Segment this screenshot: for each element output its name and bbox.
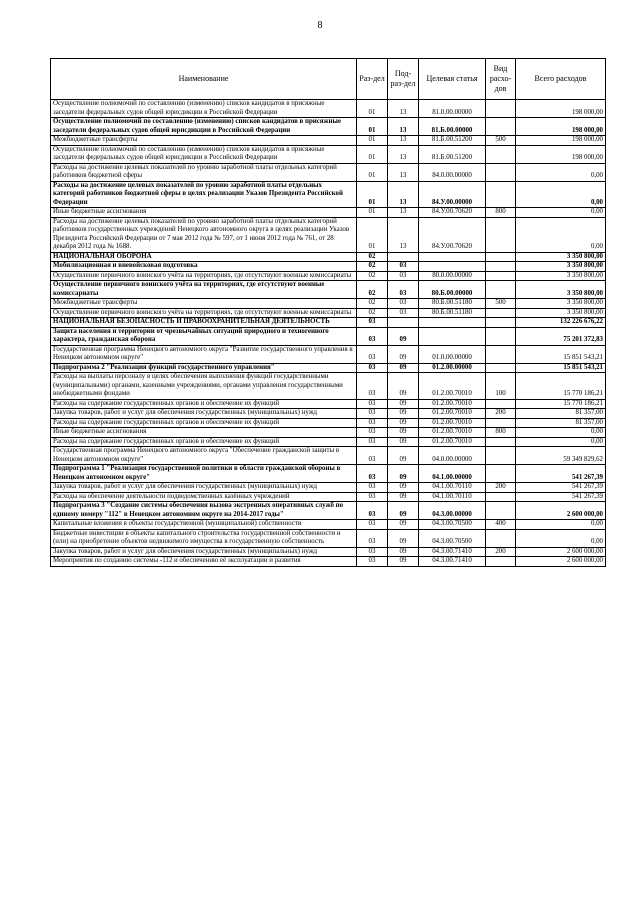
- row-expense-type-cell: [486, 465, 516, 483]
- row-target-cell: 84.0.00.00000: [419, 163, 486, 181]
- row-section-cell: 01: [357, 217, 388, 252]
- row-expense-type-cell: 400: [486, 520, 516, 530]
- table-row: [51, 217, 606, 252]
- row-expense-type-cell: 200: [486, 483, 516, 493]
- row-total-cell: 75 201 372,83: [516, 327, 606, 345]
- table-row: [51, 299, 606, 309]
- row-section-cell: 01: [357, 136, 388, 146]
- row-expense-type-cell: [486, 447, 516, 465]
- row-subsection-cell: 03: [388, 262, 419, 272]
- row-target-cell: 84.У.00.70620: [419, 217, 486, 252]
- row-subsection-cell: 09: [388, 418, 419, 428]
- table-row: [51, 409, 606, 419]
- row-target-cell: 01.0.00.00000: [419, 345, 486, 363]
- row-total-cell: 2 600 000,00: [516, 547, 606, 557]
- row-name-cell: Межбюджетные трансферты: [51, 299, 357, 309]
- row-name-cell: Расходы на достижение целевых показателей по уровню заработной платы отдельных категорий работников государственных учреждений Ненецкого автономного округа в целях реализации Указов Президента Российской Федерации от 7 мая 2012 года № 597, от 1 июня 2012 года № 761, от 28 декабря 2012 года № 1688.: [51, 217, 357, 252]
- row-subsection-cell: 13: [388, 118, 419, 136]
- table-row: [51, 483, 606, 493]
- table-row: [51, 447, 606, 465]
- row-name-cell: Закупка товаров, работ и услуг для обеспечения государственных (муниципальных) нужд: [51, 409, 357, 419]
- row-section-cell: 03: [357, 373, 388, 400]
- row-name-cell: Иные бюджетные ассигнования: [51, 428, 357, 438]
- row-subsection-cell: 09: [388, 492, 419, 502]
- row-total-cell: 15 770 186,21: [516, 399, 606, 409]
- row-target-cell: 04.3.00.71410: [419, 547, 486, 557]
- table-row: [51, 271, 606, 281]
- row-total-cell: 3 350 800,00: [516, 271, 606, 281]
- row-target-cell: 81.Б.00.51200: [419, 145, 486, 163]
- row-target-cell: 04.1.00.70110: [419, 483, 486, 493]
- table-row: [51, 181, 606, 208]
- row-expense-type-cell: [486, 100, 516, 118]
- row-expense-type-cell: [486, 345, 516, 363]
- row-section-cell: 03: [357, 492, 388, 502]
- row-subsection-cell: [388, 318, 419, 328]
- row-expense-type-cell: [486, 163, 516, 181]
- header-section: Раз-дел: [357, 59, 388, 100]
- row-expense-type-cell: [486, 418, 516, 428]
- row-target-cell: 80.0.00.00000: [419, 271, 486, 281]
- row-expense-type-cell: [486, 502, 516, 520]
- row-section-cell: 03: [357, 447, 388, 465]
- table-body: [51, 100, 606, 567]
- row-section-cell: 01: [357, 145, 388, 163]
- row-subsection-cell: 03: [388, 271, 419, 281]
- row-total-cell: 3 350 800,00: [516, 281, 606, 299]
- row-target-cell: 01.2.00.70010: [419, 418, 486, 428]
- row-subsection-cell: 03: [388, 308, 419, 318]
- row-total-cell: 0,00: [516, 181, 606, 208]
- row-name-cell: Межбюджетные трансферты: [51, 136, 357, 146]
- table-header-row: [51, 59, 606, 100]
- row-subsection-cell: 09: [388, 483, 419, 493]
- row-target-cell: 81.0.00.00000: [419, 100, 486, 118]
- row-total-cell: 0,00: [516, 208, 606, 218]
- row-section-cell: 03: [357, 399, 388, 409]
- row-total-cell: 0,00: [516, 217, 606, 252]
- row-name-cell: Расходы на выплаты персоналу в целях обеспечения выполнения функций государственными (муниципальными) органами, казенными учреждениями, органами управления государственными внебюджетными фондами: [51, 373, 357, 400]
- row-expense-type-cell: [486, 399, 516, 409]
- row-section-cell: 01: [357, 163, 388, 181]
- row-subsection-cell: 09: [388, 409, 419, 419]
- row-section-cell: 01: [357, 181, 388, 208]
- row-expense-type-cell: [486, 492, 516, 502]
- row-subsection-cell: 09: [388, 502, 419, 520]
- row-total-cell: 81 357,00: [516, 418, 606, 428]
- row-section-cell: 02: [357, 299, 388, 309]
- row-name-cell: Осуществление полномочий по составлению (изменению) списков кандидатов в присяжные заседатели федеральных судов общей юрисдикции в Российской Федерации: [51, 145, 357, 163]
- row-target-cell: 80.Б.00.00000: [419, 281, 486, 299]
- table-row: [51, 492, 606, 502]
- row-expense-type-cell: [486, 217, 516, 252]
- table-row: [51, 281, 606, 299]
- row-expense-type-cell: [486, 271, 516, 281]
- row-name-cell: Подпрограмма 1 "Реализация государственной политики в области гражданской обороны в Ненецком автономном округе": [51, 465, 357, 483]
- row-expense-type-cell: [486, 308, 516, 318]
- row-subsection-cell: 09: [388, 363, 419, 373]
- row-subsection-cell: 13: [388, 217, 419, 252]
- row-subsection-cell: 13: [388, 136, 419, 146]
- table-row: [51, 318, 606, 328]
- table-row: [51, 208, 606, 218]
- row-section-cell: 01: [357, 208, 388, 218]
- row-name-cell: Иные бюджетные ассигнования: [51, 208, 357, 218]
- row-expense-type-cell: 800: [486, 208, 516, 218]
- row-subsection-cell: 09: [388, 373, 419, 400]
- row-total-cell: 541 267,39: [516, 465, 606, 483]
- table-row: [51, 428, 606, 438]
- row-subsection-cell: 09: [388, 547, 419, 557]
- row-target-cell: 04.3.00.70500: [419, 520, 486, 530]
- table-row: [51, 547, 606, 557]
- row-section-cell: 02: [357, 271, 388, 281]
- row-section-cell: 03: [357, 520, 388, 530]
- row-target-cell: 84.У.00.70620: [419, 208, 486, 218]
- row-subsection-cell: 09: [388, 437, 419, 447]
- table-row: [51, 363, 606, 373]
- table-row: [51, 163, 606, 181]
- row-section-cell: 01: [357, 118, 388, 136]
- row-section-cell: 03: [357, 345, 388, 363]
- table-row: [51, 308, 606, 318]
- row-total-cell: 541 267,39: [516, 483, 606, 493]
- row-target-cell: 80.Б.00.51180: [419, 308, 486, 318]
- table-row: [51, 529, 606, 547]
- row-section-cell: 03: [357, 418, 388, 428]
- row-expense-type-cell: [486, 327, 516, 345]
- row-subsection-cell: 09: [388, 447, 419, 465]
- row-expense-type-cell: 200: [486, 547, 516, 557]
- row-subsection-cell: 09: [388, 557, 419, 567]
- row-target-cell: 80.Б.00.51180: [419, 299, 486, 309]
- table-row: [51, 437, 606, 447]
- table-row: [51, 118, 606, 136]
- row-total-cell: 541 267,39: [516, 492, 606, 502]
- row-section-cell: 03: [357, 483, 388, 493]
- row-target-cell: 04.3.00.70500: [419, 529, 486, 547]
- row-section-cell: 03: [357, 557, 388, 567]
- page-number: 8: [317, 20, 323, 31]
- row-name-cell: НАЦИОНАЛЬНАЯ БЕЗОПАСНОСТЬ И ПРАВООХРАНИТЕЛЬНАЯ ДЕЯТЕЛЬНОСТЬ: [51, 318, 357, 328]
- table-row: [51, 557, 606, 567]
- row-section-cell: 03: [357, 465, 388, 483]
- row-target-cell: [419, 262, 486, 272]
- row-name-cell: Защита населения и территории от чрезвычайных ситуаций природного и техногенного характера, гражданская оборона: [51, 327, 357, 345]
- row-expense-type-cell: 500: [486, 136, 516, 146]
- row-name-cell: Осуществление полномочий по составлению (изменению) списков кандидатов в присяжные заседатели федеральных судов общей юрисдикции в Российской Федерации: [51, 100, 357, 118]
- row-section-cell: 03: [357, 363, 388, 373]
- row-subsection-cell: 09: [388, 345, 419, 363]
- row-section-cell: 02: [357, 281, 388, 299]
- table-row: [51, 100, 606, 118]
- row-target-cell: 04.1.00.00000: [419, 465, 486, 483]
- header-expense-type: Вид расхо-дов: [486, 59, 516, 100]
- row-expense-type-cell: 800: [486, 428, 516, 438]
- table-row: [51, 502, 606, 520]
- row-total-cell: 132 226 676,22: [516, 318, 606, 328]
- row-subsection-cell: 13: [388, 145, 419, 163]
- row-section-cell: 02: [357, 308, 388, 318]
- row-section-cell: 03: [357, 318, 388, 328]
- row-section-cell: 03: [357, 437, 388, 447]
- header-total: Всего расходов: [516, 59, 606, 100]
- row-total-cell: 3 350 800,00: [516, 262, 606, 272]
- row-target-cell: 04.0.00.00000: [419, 447, 486, 465]
- row-expense-type-cell: [486, 252, 516, 262]
- row-total-cell: 59 349 829,62: [516, 447, 606, 465]
- table-row: [51, 399, 606, 409]
- row-expense-type-cell: 200: [486, 409, 516, 419]
- row-expense-type-cell: [486, 557, 516, 567]
- row-total-cell: 0,00: [516, 437, 606, 447]
- row-name-cell: Расходы на содержание государственных органов и обеспечение их функций: [51, 399, 357, 409]
- row-section-cell: 03: [357, 409, 388, 419]
- row-name-cell: Расходы на содержание государственных органов и обеспечение их функций: [51, 437, 357, 447]
- row-subsection-cell: 09: [388, 399, 419, 409]
- row-subsection-cell: 03: [388, 281, 419, 299]
- row-total-cell: 15 770 186,21: [516, 373, 606, 400]
- row-target-cell: 01.2.00.70010: [419, 399, 486, 409]
- row-name-cell: Расходы на достижение целевых показателей по уровню заработной платы отдельных категорий работников бюджетной сферы в целях реализации Указов Президента Российской Федерации: [51, 181, 357, 208]
- row-target-cell: 01.2.00.00000: [419, 363, 486, 373]
- row-total-cell: 3 350 800,00: [516, 252, 606, 262]
- row-expense-type-cell: [486, 318, 516, 328]
- expenditure-table: [50, 58, 606, 567]
- row-section-cell: 01: [357, 100, 388, 118]
- row-name-cell: Капитальные вложения в объекты государственной (муниципальной) собственности: [51, 520, 357, 530]
- table-row: [51, 136, 606, 146]
- row-subsection-cell: 13: [388, 208, 419, 218]
- row-total-cell: 198 000,00: [516, 118, 606, 136]
- row-name-cell: Осуществление первичного воинского учёта на территориях, где отсутствуют военные комиссариаты: [51, 281, 357, 299]
- row-name-cell: Бюджетные инвестиции в объекты капитального строительства государственной собственности и (или) на приобретение объектов недвижимого имущества в государственную собственность: [51, 529, 357, 547]
- row-total-cell: 15 851 543,21: [516, 345, 606, 363]
- row-expense-type-cell: [486, 181, 516, 208]
- row-name-cell: Закупка товаров, работ и услуг для обеспечения государственных (муниципальных) нужд: [51, 483, 357, 493]
- row-target-cell: 04.3.00.00000: [419, 502, 486, 520]
- row-target-cell: [419, 252, 486, 262]
- row-total-cell: 198 000,00: [516, 136, 606, 146]
- row-section-cell: 03: [357, 327, 388, 345]
- row-target-cell: [419, 327, 486, 345]
- row-expense-type-cell: 100: [486, 373, 516, 400]
- row-section-cell: 02: [357, 262, 388, 272]
- row-name-cell: Расходы на содержание государственных органов и обеспечение их функций: [51, 418, 357, 428]
- row-name-cell: Подпрограмма 3 "Создание системы обеспечения вызова экстренных оперативных служб по единому номеру "112" в Ненецком автономном округе на 2014-2017 годы": [51, 502, 357, 520]
- row-name-cell: Подпрограмма 2 "Реализация функций государственного управления": [51, 363, 357, 373]
- row-total-cell: 0,00: [516, 520, 606, 530]
- table-row: [51, 345, 606, 363]
- row-total-cell: 81 357,00: [516, 409, 606, 419]
- row-expense-type-cell: [486, 281, 516, 299]
- row-total-cell: 2 600 000,00: [516, 502, 606, 520]
- header-subsection: Под-раз-дел: [388, 59, 419, 100]
- row-total-cell: 198 000,00: [516, 145, 606, 163]
- row-section-cell: 03: [357, 428, 388, 438]
- header-target-article: Целевая статья: [419, 59, 486, 100]
- row-target-cell: 04.3.00.71410: [419, 557, 486, 567]
- row-target-cell: 01.2.00.70010: [419, 428, 486, 438]
- table-row: [51, 418, 606, 428]
- header-name: Наименование: [51, 59, 357, 100]
- row-target-cell: 01.2.00.70010: [419, 437, 486, 447]
- row-name-cell: Расходы на обеспечение деятельности подведомственных казённых учреждений: [51, 492, 357, 502]
- row-total-cell: 15 851 543,21: [516, 363, 606, 373]
- row-subsection-cell: 09: [388, 529, 419, 547]
- row-subsection-cell: 13: [388, 181, 419, 208]
- table-row: [51, 252, 606, 262]
- row-expense-type-cell: [486, 118, 516, 136]
- row-subsection-cell: 13: [388, 100, 419, 118]
- row-target-cell: 04.1.00.70110: [419, 492, 486, 502]
- row-subsection-cell: 09: [388, 327, 419, 345]
- row-section-cell: 03: [357, 529, 388, 547]
- row-expense-type-cell: [486, 437, 516, 447]
- row-name-cell: Закупка товаров, работ и услуг для обеспечения государственных (муниципальных) нужд: [51, 547, 357, 557]
- row-total-cell: 0,00: [516, 529, 606, 547]
- row-subsection-cell: [388, 252, 419, 262]
- row-expense-type-cell: [486, 529, 516, 547]
- row-total-cell: 0,00: [516, 428, 606, 438]
- row-name-cell: Государственная программа Ненецкого автономного округа "Развитие государственного управления в Ненецком автономном округе": [51, 345, 357, 363]
- row-total-cell: 0,00: [516, 163, 606, 181]
- row-total-cell: 2 600 000,00: [516, 557, 606, 567]
- row-name-cell: Государственная программа Ненецкого автономного округа "Обеспечение гражданской защиты в Ненецком автономном округе": [51, 447, 357, 465]
- row-name-cell: Мероприятия по созданию системы -112 и обеспечению её эксплуатации и развития: [51, 557, 357, 567]
- row-subsection-cell: 13: [388, 163, 419, 181]
- table-row: [51, 262, 606, 272]
- row-subsection-cell: 09: [388, 520, 419, 530]
- table-row: [51, 520, 606, 530]
- row-total-cell: 3 350 800,00: [516, 308, 606, 318]
- row-target-cell: [419, 318, 486, 328]
- row-expense-type-cell: [486, 145, 516, 163]
- row-expense-type-cell: 500: [486, 299, 516, 309]
- row-target-cell: 84.У.00.00000: [419, 181, 486, 208]
- row-target-cell: 81.Б.00.00000: [419, 118, 486, 136]
- table-row: [51, 145, 606, 163]
- table-row: [51, 327, 606, 345]
- row-name-cell: Осуществление полномочий по составлению (изменению) списков кандидатов в присяжные заседатели федеральных судов общей юрисдикции в Российской Федерации: [51, 118, 357, 136]
- row-total-cell: 3 350 800,00: [516, 299, 606, 309]
- row-section-cell: 02: [357, 252, 388, 262]
- table-row: [51, 465, 606, 483]
- row-target-cell: 01.2.00.70010: [419, 409, 486, 419]
- row-name-cell: Осуществление первичного воинского учёта на территориях, где отсутствуют военные комиссариаты: [51, 308, 357, 318]
- row-name-cell: Мобилизационная и вневойсковая подготовка: [51, 262, 357, 272]
- row-total-cell: 198 000,00: [516, 100, 606, 118]
- row-expense-type-cell: [486, 262, 516, 272]
- row-subsection-cell: 09: [388, 428, 419, 438]
- row-section-cell: 03: [357, 502, 388, 520]
- row-subsection-cell: 03: [388, 299, 419, 309]
- row-subsection-cell: 09: [388, 465, 419, 483]
- row-name-cell: Осуществление первичного воинского учёта на территориях, где отсутствуют военные комиссариаты: [51, 271, 357, 281]
- row-section-cell: 03: [357, 547, 388, 557]
- row-name-cell: НАЦИОНАЛЬНАЯ ОБОРОНА: [51, 252, 357, 262]
- row-expense-type-cell: [486, 363, 516, 373]
- table-row: [51, 373, 606, 400]
- row-name-cell: Расходы на достижение целевых показателей по уровню заработной платы отдельных категорий работников бюджетной сферы: [51, 163, 357, 181]
- row-target-cell: 01.2.00.70010: [419, 373, 486, 400]
- row-target-cell: 81.Б.00.51200: [419, 136, 486, 146]
